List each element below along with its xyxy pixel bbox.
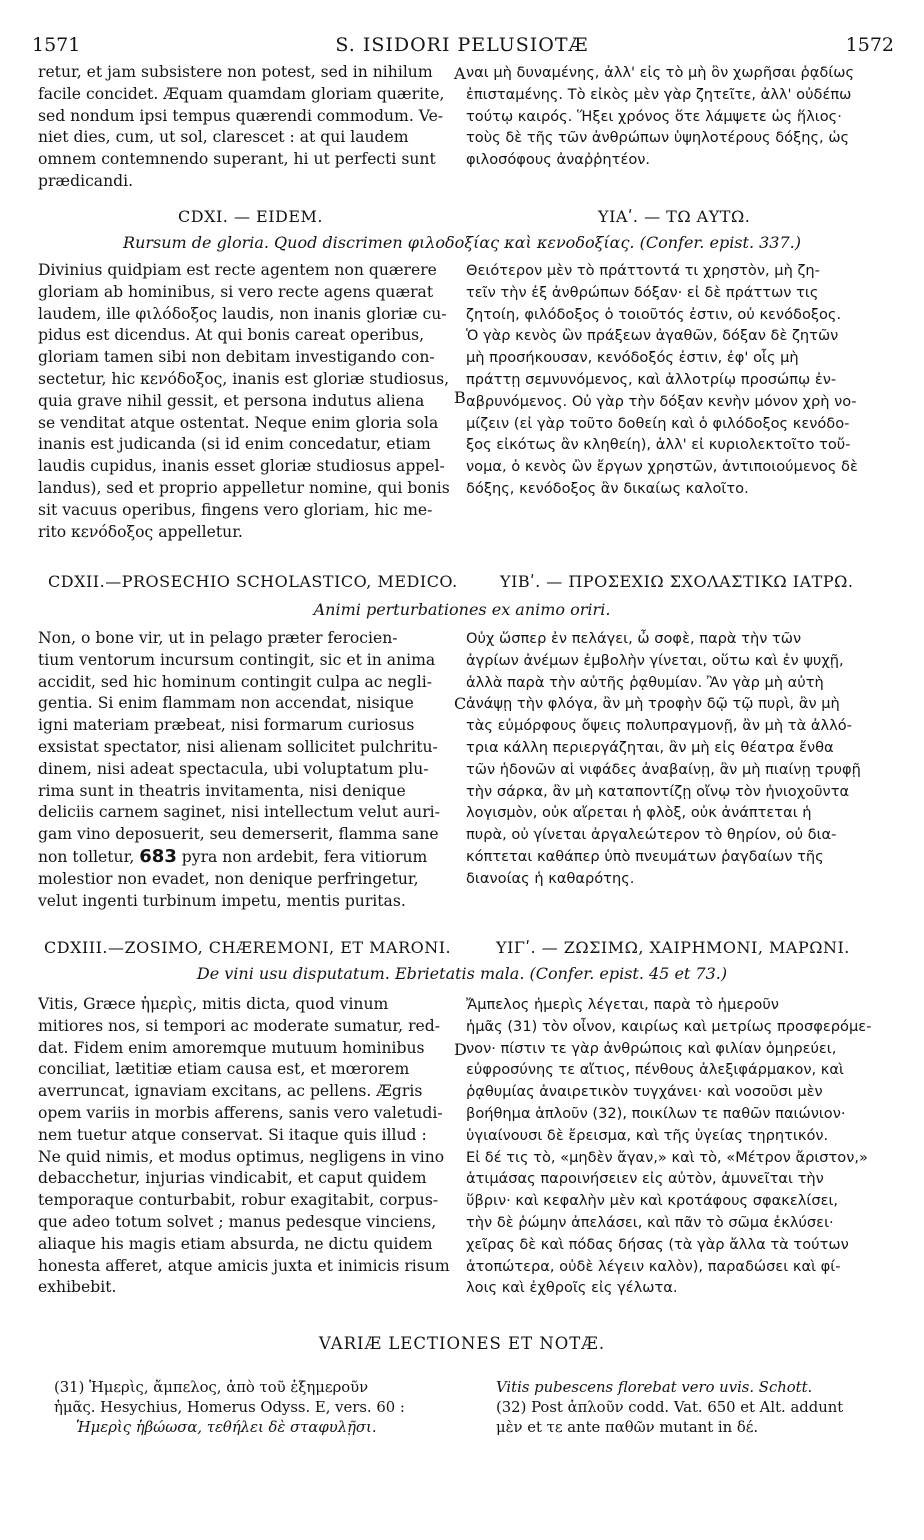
margin-marker-d: D xyxy=(454,1040,467,1059)
text-line: prædicandi. xyxy=(38,171,134,190)
note-line: ἡμᾶς. Hesychius, Homerus Odyss. E, vers. 60 : xyxy=(54,1399,405,1416)
text-line: mitiores nos, si tempori ac moderate sumatur, red- xyxy=(38,1016,441,1035)
text-line: sectetur, hic κενόδοξος, inanis est gloriæ studiosus, xyxy=(38,369,450,388)
margin-marker-b: B xyxy=(454,388,466,407)
intro-greek xyxy=(466,62,898,171)
text-line: landus), sed et proprio appelletur nomine, qui bonis xyxy=(38,478,450,497)
text-line: ζητοίη, φιλόδοξος ὁ τοιοῦτός ἐστιν, οὐ κενόδοξος. xyxy=(466,305,842,323)
text-line: exhibebit. xyxy=(38,1278,117,1297)
text-line: τῶν ἡδονῶν αἱ νιφάδες ἀναβαίνῃ, ἂν μὴ πιαίνῃ τρυφῇ xyxy=(466,760,861,778)
text-line: τεῖν τὴν ἐξ ἀνθρώπων δόξαν· εἰ δὲ πράττων τις xyxy=(466,283,819,301)
text-line: inanis est judicanda (si id enim concedatur, etiam xyxy=(38,435,431,454)
text-line: exsistat spectator, nisi alienam sollicitet pulchritu- xyxy=(38,737,438,756)
text-line: igni materiam præbeat, nisi formarum curiosus xyxy=(38,716,415,735)
text-line: laudis cupidus, inanis esset gloriæ studiosus appel- xyxy=(38,457,445,476)
text-line: ἐπισταμένης. Τὸ εἰκὸς μὲν γὰρ ζητεῖτε, ἀλλ' οὐδέπω xyxy=(466,85,852,103)
text-line: Θειότερον μὲν τὸ πράττοντά τι χρηστὸν, μὴ ζη- xyxy=(466,262,820,279)
text-line: Οὐχ ὥσπερ ἐν πελάγει, ὦ σοφὲ, παρὰ τὴν τῶν xyxy=(466,630,802,647)
text-line: νον· πίστιν τε γὰρ ἀνθρώποις καὶ φιλίαν ὁμηρεύει, xyxy=(466,1039,837,1057)
text-line: ξος εἰκότως ἂν κληθείη), ἀλλ' εἰ κυριολεκτοῖτο τοὔ- xyxy=(466,436,851,454)
text-line: ἀλλὰ παρὰ τὴν αὐτῆς ῥᾳθυμίαν. Ἂν γὰρ μὴ αὐτὴ xyxy=(466,673,824,691)
text-line: temporaque conturbabit, robur exagitabit, corpus- xyxy=(38,1191,439,1210)
letter-latin-text xyxy=(38,994,455,1299)
text-line: debacchetur, injurias vindicabit, et caput quidem xyxy=(38,1169,427,1188)
text-line: gloriam tamen sibi non debitam investigando con- xyxy=(38,348,435,367)
notes-title: VARIÆ LECTIONES ET NOTÆ. xyxy=(318,1334,606,1353)
text-line: accidit, sed hic hominum contingit culpa ac negli- xyxy=(38,672,432,691)
letter-greek-text xyxy=(466,994,898,1299)
text-line: opem variis in morbis afferens, sanis vero valetudi- xyxy=(38,1103,443,1122)
text-line: χεῖρας δὲ καὶ πόδας δήσας (τὰ γὰρ ἄλλα τὰ τούτων xyxy=(466,1235,849,1253)
text-line: Divinius quidpiam est recte agentem non quærere xyxy=(38,261,437,279)
text-line: Ne quid nimis, et modus optimus, negligens in vino xyxy=(38,1147,445,1166)
note-line: Ἡμερὶς ἡβώωσα, τεθήλει δὲ σταφυλῇσι. xyxy=(76,1419,377,1436)
letter-latin-text xyxy=(38,260,455,543)
letter-greek-text xyxy=(466,628,898,890)
text-line: laudem, ille φιλόδοξος laudis, non inanis gloriæ cu- xyxy=(38,304,447,323)
text-line: βοήθημα ἁπλοῦν (32), ποικίλων τε παθῶν παιώνιον· xyxy=(466,1104,846,1122)
text-line: pidus est dicendus. At qui bonis careat operibus, xyxy=(38,326,425,345)
letter-title-greek: ΥΙΓʹ. — ΖΩΣΙΜΩ, ΧΑΙΡΗΜΟΝΙ, ΜΑΡΩΝΙ. xyxy=(496,938,850,957)
text-line: Non, o bone vir, ut in pelago præter ferocien- xyxy=(38,629,398,647)
text-line: dinem, nisi adeat spectacula, ubi voluptatum plu- xyxy=(38,759,429,778)
text-line: αβρυνόμενος. Οὐ γὰρ τὴν δόξαν κενὴν μόνον χρὴ νο- xyxy=(466,392,857,410)
left-page-number: 1571 xyxy=(32,34,81,56)
text-line: διανοίας ἡ καθαρότης. xyxy=(466,869,635,887)
text-line: rima sunt in theatris invitamenta, nisi denique xyxy=(38,781,406,800)
letter-title-greek: ΥΙΒʹ. — ΠΡΟΣΕΧΙΩ ΣΧΟΛΑΣΤΙΚΩ ΙΑΤΡΩ. xyxy=(500,572,854,591)
text-line: ἡμᾶς (31) τὸν οἶνον, καιρίως καὶ μετρίως προσφερόμε- xyxy=(466,1017,872,1035)
text-line: honesta afferet, atque amicis juxta et inimicis risum xyxy=(38,1256,450,1275)
text-line: non tolletur, 683 pyra non ardebit, fera vitiorum xyxy=(38,845,428,867)
text-line: averruncat, ignaviam excitans, ac pellens. Ægris xyxy=(38,1082,423,1101)
letter-title-latin: CDXI. — EIDEM. xyxy=(178,207,324,226)
notes-right xyxy=(496,1378,906,1438)
letter-greek-text xyxy=(466,260,898,500)
text-line: Ἄμπελος ἡμερὶς λέγεται, παρὰ τὸ ἡμεροῦν xyxy=(466,996,779,1013)
text-line: Εἰ δέ τις τὸ, «μηδὲν ἄγαν,» καὶ τὸ, «Μέτρον ἄριστον,» xyxy=(466,1148,868,1166)
text-line: κόπτεται καθάπερ ὑπὸ πνευμάτων ῥαγδαίων τῆς xyxy=(466,847,824,865)
letter-subtitle: Rursum de gloria. Quod discrimen φιλοδοξίας καὶ κενοδοξίας. (Confer. epist. 337.) xyxy=(123,233,801,252)
text-line: ὕβριν· καὶ κεφαλὴν μὲν καὶ κροτάφους σφακελίσει, xyxy=(466,1192,839,1210)
text-line: ἀτιμάσας παροινήσειεν εἰς αὐτὸν, ἀμυνεῖται τὴν xyxy=(466,1170,824,1188)
text-line: μὴ προσήκουσαν, κενόδοξός ἐστιν, ἐφ' οἷς μὴ xyxy=(466,349,799,367)
letter-latin-text xyxy=(38,628,455,912)
letter-subtitle: De vini usu disputatum. Ebrietatis mala. (Confer. epist. 45 et 73.) xyxy=(196,964,728,983)
text-line: ῥᾳθυμίας ἀναιρετικὸν τυγχάνει· καὶ νοσοῦσι μὲν xyxy=(466,1083,823,1101)
margin-marker-a: A xyxy=(454,64,466,83)
text-line: conciliat, lætitiæ etiam causa est, et mœrorem xyxy=(38,1060,410,1079)
text-line: rito κενόδοξος appelletur. xyxy=(38,522,243,541)
text-line: se venditat atque ostentat. Neque enim gloria sola xyxy=(38,413,439,432)
note-line: Vitis pubescens florebat vero uvis. Schott. xyxy=(496,1379,813,1396)
text-line: τὰς εὐμόρφους ὄψεις πολυπραγμονῇ, ἂν μὴ τὰ ἀλλό- xyxy=(466,717,852,735)
text-line: sed nondum ipsi tempus quærendi commodum. Ve- xyxy=(38,106,444,125)
column-number: 683 xyxy=(139,845,177,867)
text-line: τὴν σάρκα, ἂν μὴ καταποντίζῃ οἴνῳ τὸν ἡνιοχοῦντα xyxy=(466,782,850,800)
text-line: ὑγιαίνουσι δὲ ἔρεισμα, καὶ τῆς ὑγείας τηρητικόν. xyxy=(466,1126,829,1144)
text-line: gam vino deposuerit, seu demerserit, flamma sane xyxy=(38,825,439,844)
text-line: aliaque his magis etiam absurda, ne dictu quidem xyxy=(38,1234,433,1253)
note-line: (31) Ἡμερὶς, ἄμπελος, ἀπὸ τοῦ ἐξημεροῦν xyxy=(54,1379,369,1396)
text-line: gentia. Si enim flammam non accendat, nisique xyxy=(38,694,414,713)
text-line: dat. Fidem enim amoremque mutuum hominibus xyxy=(38,1038,425,1057)
text-line: λογισμὸν, οὐκ αἴρεται ἡ φλὸξ, οὐκ ἀνάπτεται ἡ xyxy=(466,804,812,822)
note-line: μὲν et τε ante παθῶν mutant in δέ. xyxy=(496,1419,759,1436)
running-title: S. ISIDORI PELUSIOTÆ xyxy=(335,34,589,56)
text-line: δόξης, κενόδοξος ἂν δικαίως καλοῖτο. xyxy=(466,479,749,497)
text-line: nem tuetur atque conservat. Si itaque quis illud : xyxy=(38,1125,427,1144)
text-line: ἀγρίων ἀνέμων ἐμβολὴν γίνεται, οὕτω καὶ ἐν ψυχῇ, xyxy=(466,651,844,669)
text-line: πράττῃ σεμνυνόμενος, καὶ ἀλλοτρίῳ προσώπῳ ἐν- xyxy=(466,370,837,388)
text-line: retur, et jam subsistere non potest, sed in nihilum xyxy=(38,63,433,81)
text-line: niet dies, cum, ut sol, clarescet : at qui laudem xyxy=(38,128,409,147)
text-line: ἀτοπώτερα, οὐδὲ λέγειν καλὸν), παραδώσει καὶ φί- xyxy=(466,1257,841,1275)
text-line: τρια κάλλη περιεργάζηται, ἂν μὴ εἰς θέατρα ἔνθα xyxy=(466,738,834,756)
text-line: τούτῳ καιρός. Ἥξει χρόνος ὅτε λάμψετε ὡς ἥλιος· xyxy=(466,107,842,125)
text-line: πυρὰ, οὐ γίνεται ἀργαλεώτερον τὸ θηρίον, οὐ δια- xyxy=(466,826,837,844)
text-line: molestior non evadet, non denique perfringetur, xyxy=(38,869,419,888)
text-line: φιλοσόφους ἀναῤῥητέον. xyxy=(466,151,651,169)
intro-latin xyxy=(38,62,455,193)
letter-title-greek: ΥΙΑʹ. — ΤΩ ΑΥΤΩ. xyxy=(598,207,751,226)
text-line: λοις καὶ ἐχθροῖς εἰς γέλωτα. xyxy=(466,1279,678,1297)
text-line: quia grave nihil gessit, et persona indutus aliena xyxy=(38,391,425,410)
text-line: Ὁ γὰρ κενὸς ὢν πράξεων ἀγαθῶν, δόξαν δὲ ζητῶν xyxy=(466,327,839,345)
letter-subtitle: Animi perturbationes ex animo oriri. xyxy=(313,600,611,619)
text-line: deliciis carnem saginet, nisi intellectum velut auri- xyxy=(38,803,440,822)
text-line: omnem contemnendo superant, hi ut perfecti sunt xyxy=(38,150,436,169)
text-line: νομα, ὁ κενὸς ὢν ἔργων χρηστῶν, ἀντιποιούμενος δὲ xyxy=(466,458,858,476)
text-line: facile concidet. Æquam quamdam gloriam quærite, xyxy=(38,84,445,103)
letter-title-latin: CDXIII.—ZOSIMO, CHÆREMONI, ET MARONI. xyxy=(44,938,452,957)
margin-marker-c: C xyxy=(454,694,467,713)
right-page-number: 1572 xyxy=(845,34,894,56)
text-line: ἀνάψῃ τὴν φλόγα, ἂν μὴ τροφὴν δῷ τῷ πυρὶ, ἂν μὴ xyxy=(466,695,840,713)
text-line: μίζειν (εἰ γὰρ τοῦτο δοθείη καὶ ὁ φιλόδοξος κενόδο- xyxy=(466,414,850,432)
text-line: ναι μὴ δυναμένης, ἀλλ' εἰς τὸ μὴ ὂν χωρῆσαι ῥᾳδίως xyxy=(466,64,855,81)
text-line: τὴν δὲ ῥώμην ἀπελάσει, καὶ πᾶν τὸ σῶμα ἐκλύσει· xyxy=(466,1213,834,1231)
text-line: que adeo totum solvet ; manus pedesque vinciens, xyxy=(38,1212,437,1231)
note-line: (32) Post ἁπλοῦν codd. Vat. 650 et Alt. addunt xyxy=(496,1399,844,1416)
text-line: velut ingenti turbinum impetu, mentis puritas. xyxy=(38,891,406,910)
text-line: sit vacuus operibus, fingens vero gloriam, hic me- xyxy=(38,500,433,519)
text-line: gloriam ab hominibus, si vero recte agens quærat xyxy=(38,282,434,301)
text-line: εὐφροσύνης τε αἴτιος, πένθους ἀλεξιφάρμακον, καὶ xyxy=(466,1061,844,1079)
text-line: τοὺς δὲ τῆς τῶν ἀνθρώπων ὑψηλοτέρους δόξης, ὡς xyxy=(466,129,850,147)
letter-title-latin: CDXII.—PROSECHIO SCHOLASTICO, MEDICO. xyxy=(48,572,458,591)
text-line: tium ventorum incursum contingit, sic et in anima xyxy=(38,650,436,669)
notes-left xyxy=(54,1378,454,1438)
text-line: Vitis, Græce ἡμερὶς, mitis dicta, quod vinum xyxy=(38,995,389,1013)
